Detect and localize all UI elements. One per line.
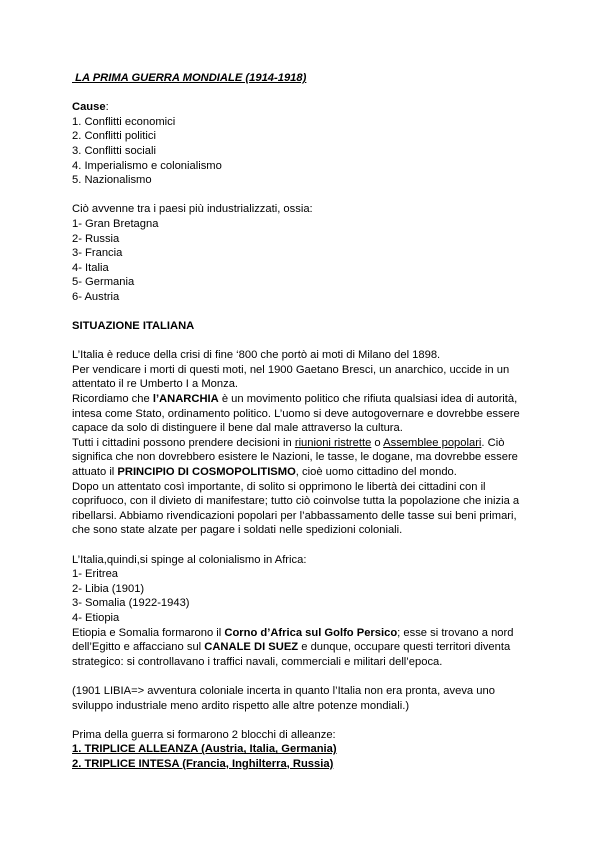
causes-heading-colon: :: [105, 101, 109, 114]
text-span: o: [371, 436, 384, 449]
cause-item: 4. Imperialismo e colonialismo: [72, 159, 222, 172]
text-span: e dunque, occupare questi territori diventa: [298, 641, 511, 654]
italy-text-line: capace da solo di distinguere il bene dal male attraverso la cultura.: [72, 422, 403, 435]
spacer: [72, 305, 527, 320]
text-span: , cioè uomo cittadino del mondo.: [295, 466, 457, 479]
underlined-term: Assemblee popolari: [383, 436, 482, 449]
corno-africa-term: Corno d’Africa sul Golfo Persico: [224, 626, 398, 639]
cause-item: 2. Conflitti politici: [72, 130, 156, 143]
italy-text-line: attentato il re Umberto I a Monza.: [72, 378, 239, 391]
text-span: . Ciò: [481, 436, 505, 449]
libia-note-line: (1901 LIBIA=> avventura coloniale incerta in quanto l’Italia non era pronta, aveva uno: [72, 684, 495, 697]
spacer: [72, 334, 527, 349]
spacer: [72, 86, 527, 101]
colonialism-text-line: strategico: si controllavano i traffici navali, commerciali e militari dell’epoca.: [72, 655, 443, 668]
underlined-term: riunioni ristrette: [294, 436, 372, 449]
alliance-item: 2. TRIPLICE INTESA (Francia, Inghilterra, Russia): [72, 757, 334, 770]
italy-text-line: intesa come Stato, ordinamento politico. L’uomo si deve autogovernare e dovrebbe essere: [72, 407, 520, 420]
spacer: [72, 538, 527, 553]
text-span: dell’Egitto e affacciano sul: [72, 641, 205, 654]
document-title: LA PRIMA GUERRA MONDIALE (1914-1918): [72, 72, 307, 84]
spacer: [72, 669, 527, 684]
colony-item: 3- Somalia (1922-1943): [72, 597, 190, 610]
spacer: [72, 188, 527, 203]
anarchia-term: l’ANARCHIA: [152, 393, 219, 406]
colony-item: 2- Libia (1901): [72, 582, 145, 595]
italy-text-line: [72, 436, 527, 451]
alliance-item: 1. TRIPLICE ALLEANZA (Austria, Italia, Germania): [72, 743, 337, 756]
italy-text-line: [72, 392, 527, 407]
italy-text-line: coprifuoco, con il divieto di manifestare; tutto ciò coinvolse tutta la popolazione che inizia a: [72, 495, 520, 508]
italy-text-line: L’Italia è reduce della crisi di fine ‘800 che portò ai moti di Milano del 1898.: [72, 349, 441, 362]
causes-heading-line: [72, 100, 527, 115]
cause-item: 1. Conflitti economici: [72, 115, 176, 128]
text-span: è un movimento politico che rifiuta qualsiasi idea di autorità,: [218, 393, 518, 406]
causes-heading: Cause: [72, 101, 106, 114]
italy-text-line: significa che non dovrebbero esistere le Nazioni, le tasse, le dogane, ma dovrebbe essere: [72, 451, 518, 464]
italy-text-line: [72, 465, 527, 480]
italy-text-line: Per vendicare i morti di questi moti, nel 1900 Gaetano Bresci, un anarchico, uccide in un: [72, 363, 510, 376]
text-span: Ricordiamo che: [72, 393, 153, 406]
countries-intro: Ciò avvenne tra i paesi più industrializzati, ossia:: [72, 203, 313, 216]
colony-item: 1- Eritrea: [72, 568, 119, 581]
alliances-intro: Prima della guerra si formarono 2 blocchi di alleanze:: [72, 728, 336, 741]
suez-term: CANALE DI SUEZ: [204, 641, 299, 654]
italy-text-line: Dopo un attentato così importante, di solito si opprimono le libertà dei cittadini con il: [72, 480, 486, 493]
colonialism-intro: L’Italia,quindi,si spinge al colonialismo in Africa:: [72, 553, 307, 566]
italy-text-line: che sono state alzate per pagare i soldati nelle spedizioni coloniali.: [72, 524, 403, 537]
spacer: [72, 713, 527, 728]
cause-item: 3. Conflitti sociali: [72, 144, 156, 157]
cosmopolitismo-term: PRINCIPIO DI COSMOPOLITISMO: [117, 466, 296, 479]
country-item: 3- Francia: [72, 247, 123, 260]
colonialism-text-line: [72, 626, 527, 641]
country-item: 4- Italia: [72, 261, 109, 274]
country-item: 5- Germania: [72, 276, 135, 289]
text-span: ; esse si trovano a nord: [397, 626, 514, 639]
colonialism-text-line: [72, 640, 527, 655]
document-page: [72, 71, 527, 772]
italy-text-line: ribellarsi. Abbiamo rivendicazioni popolari per l’abbassamento delle tasse sui beni primari,: [72, 509, 517, 522]
italy-heading: SITUAZIONE ITALIANA: [72, 320, 195, 333]
country-item: 2- Russia: [72, 232, 120, 245]
text-span: Etiopia e Somalia formarono il: [72, 626, 225, 639]
libia-note-line: sviluppo industriale meno ardito rispetto alle altre potenze mondiali.): [72, 699, 410, 712]
text-span: attuato il: [72, 466, 118, 479]
colony-item: 4- Etiopia: [72, 611, 120, 624]
text-span: Tutti i cittadini possono prendere decisioni in: [72, 436, 295, 449]
cause-item: 5. Nazionalismo: [72, 174, 152, 187]
country-item: 6- Austria: [72, 290, 120, 303]
country-item: 1- Gran Bretagna: [72, 217, 159, 230]
